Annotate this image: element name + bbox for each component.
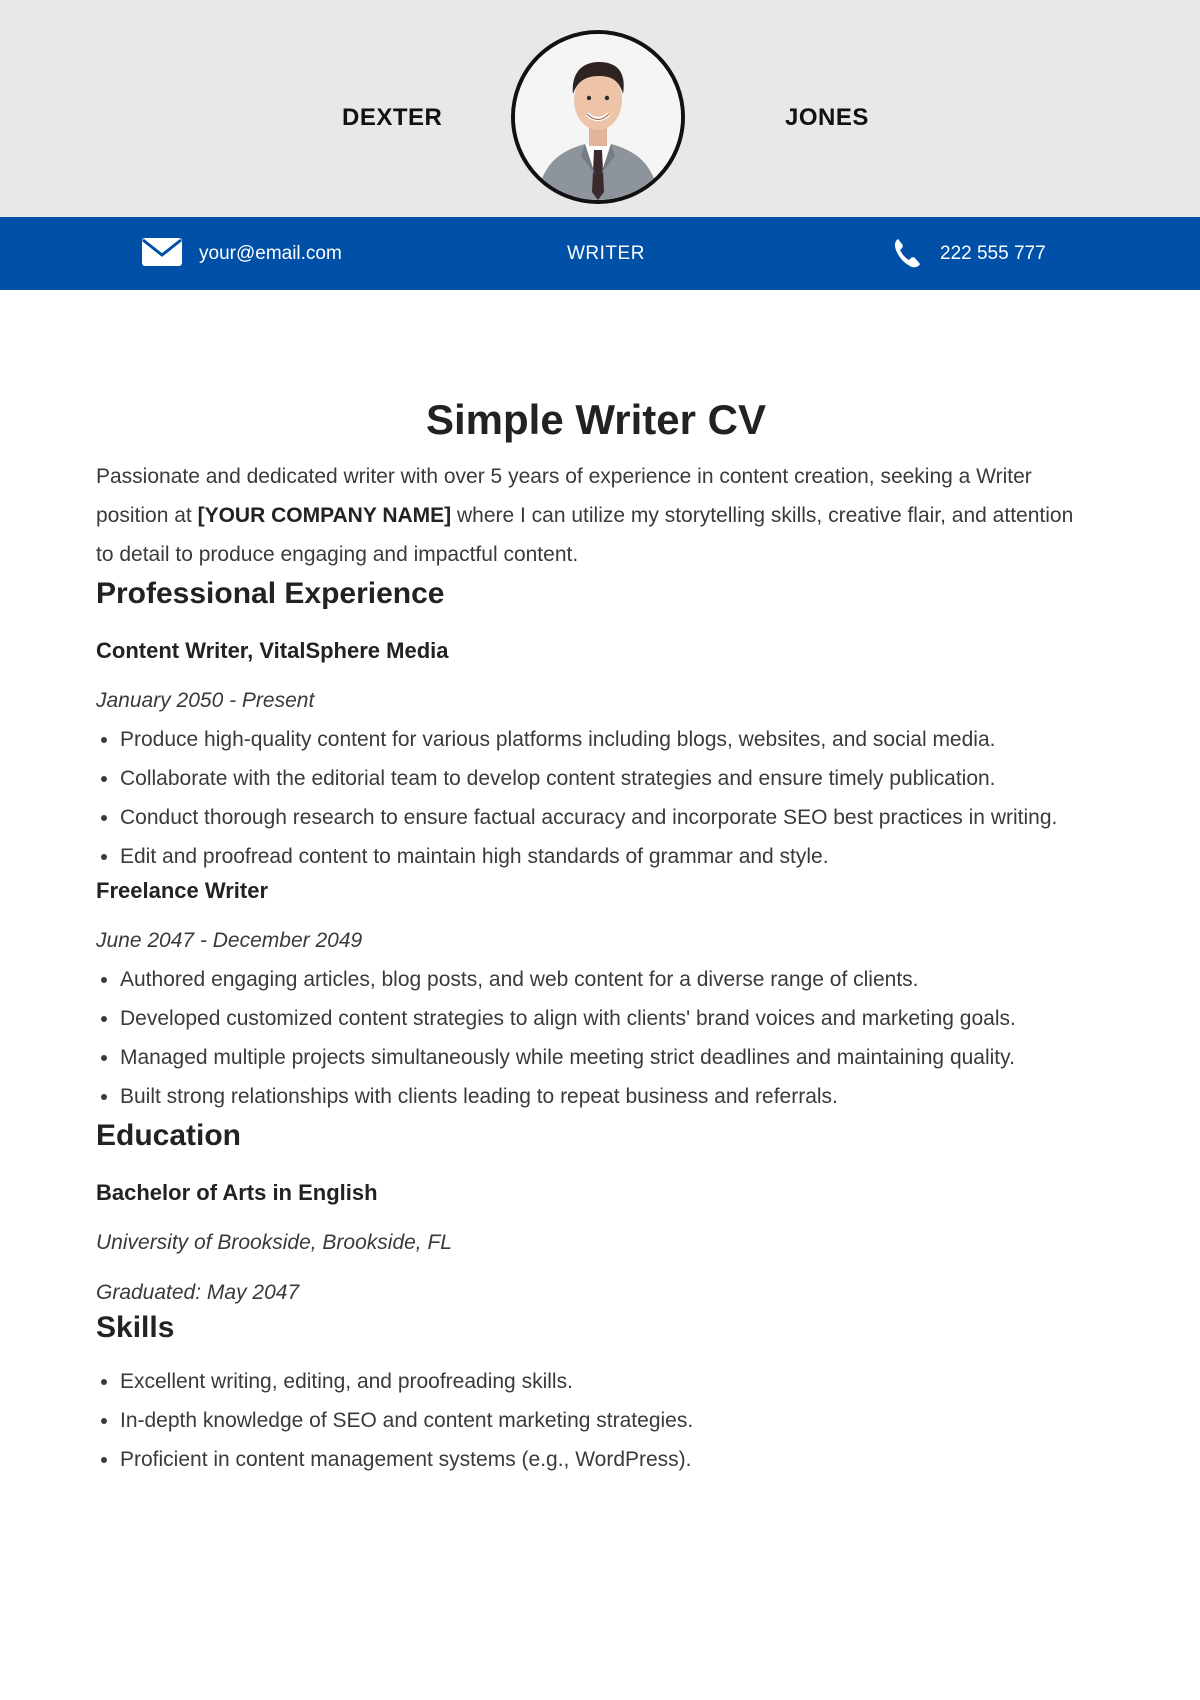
- degree: Bachelor of Arts in English: [96, 1180, 378, 1205]
- profile-photo: [511, 30, 685, 204]
- list-item: • Authored engaging articles, blog posts, and web content for a diverse range of clients.: [120, 960, 1096, 999]
- list-item: • In-depth knowledge of SEO and content marketing strategies.: [120, 1401, 1096, 1440]
- role-text: WRITER: [567, 243, 645, 264]
- list-item: • Collaborate with the editorial team to develop content strategies and ensure timely publication.: [120, 759, 1096, 798]
- list-item: • Managed multiple projects simultaneously while meeting strict deadlines and maintaining quality.: [120, 1038, 1096, 1077]
- experience-heading: Professional Experience: [96, 577, 445, 610]
- list-item: • Developed customized content strategies to align with clients' brand voices and marketing goals.: [120, 999, 1096, 1038]
- envelope-icon: [142, 238, 182, 266]
- list-item: • Excellent writing, editing, and proofreading skills.: [120, 1362, 1096, 1401]
- company-placeholder: [YOUR COMPANY NAME]: [197, 504, 452, 527]
- last-name: JONES: [785, 104, 869, 131]
- job-dates: June 2047 - December 2049: [96, 929, 363, 952]
- job-title: Content Writer, VitalSphere Media: [96, 638, 449, 663]
- email-text[interactable]: your@email.com: [199, 243, 342, 264]
- skills-heading: Skills: [96, 1311, 175, 1344]
- job-bullets: [96, 960, 1096, 1116]
- job-dates: January 2050 - Present: [96, 689, 315, 712]
- education-heading: Education: [96, 1119, 242, 1152]
- list-item: • Edit and proofread content to maintain high standards of grammar and style.: [120, 837, 1096, 876]
- list-item: • Built strong relationships with clients leading to repeat business and referrals.: [120, 1077, 1096, 1116]
- school: University of Brookside, Brookside, FL: [96, 1231, 452, 1254]
- list-item: • Proficient in content management systems (e.g., WordPress).: [120, 1440, 1096, 1479]
- phone-icon: [893, 237, 921, 269]
- phone-text[interactable]: 222 555 777: [940, 243, 1046, 264]
- document-title: Simple Writer CV: [426, 396, 766, 443]
- list-item: • Conduct thorough research to ensure factual accuracy and incorporate SEO best practices in writing.: [120, 798, 1096, 837]
- summary-text-start: Passionate and dedicated writer with over 5 years of experience in content creation, seeking a Writer position at: [96, 465, 1032, 527]
- graduation-date: Graduated: May 2047: [96, 1281, 300, 1304]
- first-name: DEXTER: [342, 104, 443, 131]
- cv-body: [96, 393, 1096, 1479]
- summary: [96, 457, 1096, 574]
- job-bullets: [96, 720, 1096, 876]
- person-illustration: [515, 34, 681, 200]
- summary-text-end: where I can utilize my storytelling skills, creative flair, and attention to detail to produce engaging and impactful content.: [96, 504, 1074, 566]
- skills-list: [96, 1362, 1096, 1479]
- list-item: • Produce high-quality content for various platforms including blogs, websites, and social media.: [120, 720, 1096, 759]
- job-title: Freelance Writer: [96, 878, 269, 903]
